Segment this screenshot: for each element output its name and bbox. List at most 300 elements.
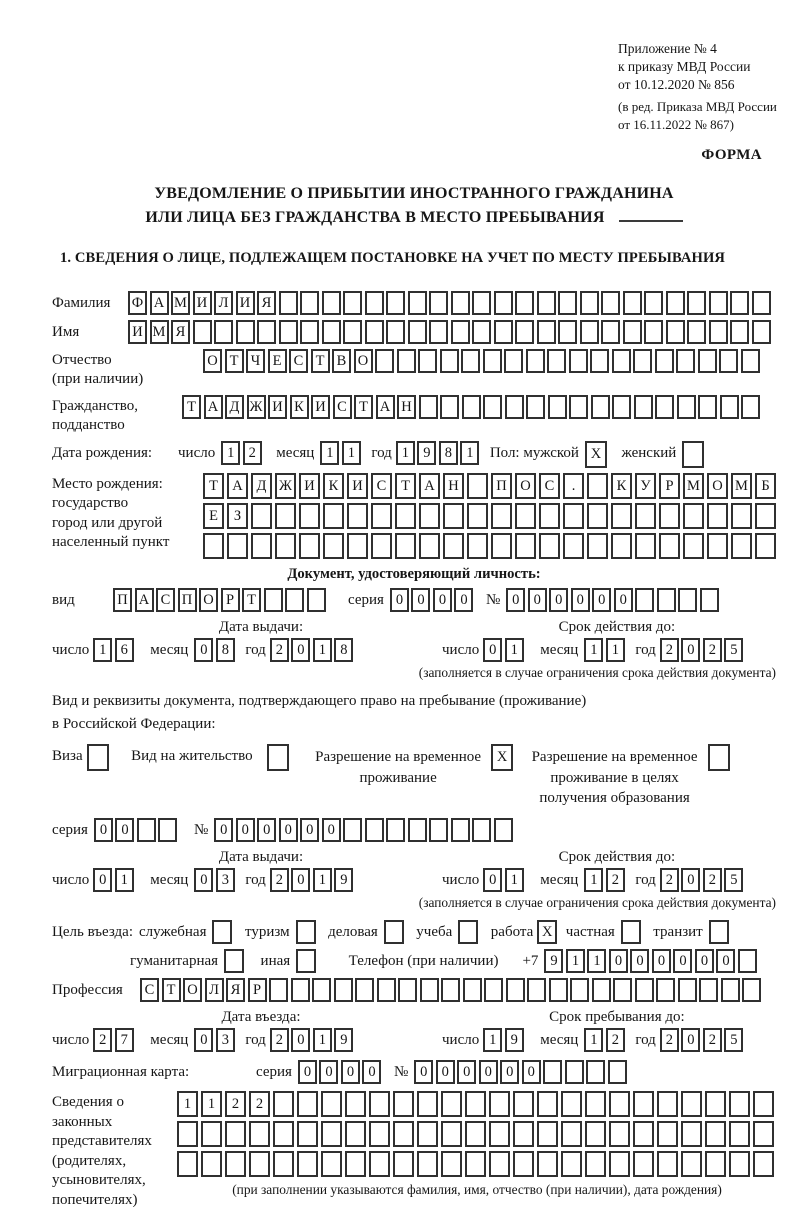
birthplace-char-box[interactable] xyxy=(227,533,248,559)
profession-char-box[interactable]: С xyxy=(140,978,159,1002)
birthplace-char-box[interactable] xyxy=(347,533,368,559)
name-char-box[interactable] xyxy=(322,320,341,344)
surname-char-box[interactable] xyxy=(343,291,362,315)
patronymic-char-box[interactable] xyxy=(504,349,523,373)
residence-expiry-month-box[interactable]: 1 xyxy=(584,868,603,892)
representatives-char-box[interactable] xyxy=(249,1151,270,1177)
profession-char-box[interactable] xyxy=(355,978,374,1002)
name-char-box[interactable] xyxy=(429,320,448,344)
stay-year-box[interactable]: 2 xyxy=(703,1028,722,1052)
female-checkbox[interactable] xyxy=(682,441,704,468)
representatives-char-box[interactable] xyxy=(201,1121,222,1147)
entry-year-box[interactable]: 1 xyxy=(313,1028,332,1052)
birthplace-char-box[interactable] xyxy=(419,533,440,559)
expiry-year-box[interactable]: 2 xyxy=(703,638,722,662)
birthplace-char-box[interactable] xyxy=(683,533,704,559)
migration-number-box[interactable] xyxy=(543,1060,562,1084)
name-char-box[interactable] xyxy=(752,320,771,344)
profession-char-box[interactable] xyxy=(506,978,525,1002)
stay-year-box[interactable]: 0 xyxy=(681,1028,700,1052)
surname-char-box[interactable] xyxy=(494,291,513,315)
profession-char-box[interactable] xyxy=(484,978,503,1002)
citizenship-char-box[interactable]: А xyxy=(204,395,223,419)
name-char-box[interactable] xyxy=(687,320,706,344)
entry-day-box[interactable]: 2 xyxy=(93,1028,112,1052)
birthplace-char-box[interactable]: С xyxy=(371,473,392,499)
birthplace-char-box[interactable] xyxy=(683,503,704,529)
profession-char-box[interactable] xyxy=(699,978,718,1002)
edu-permit-checkbox[interactable] xyxy=(708,744,730,771)
doc-series-box[interactable]: 0 xyxy=(433,588,452,612)
surname-char-box[interactable] xyxy=(365,291,384,315)
phone-digit-box[interactable]: 0 xyxy=(716,949,735,973)
name-char-box[interactable] xyxy=(386,320,405,344)
residence-number-box[interactable]: 0 xyxy=(279,818,298,842)
birthplace-char-box[interactable]: К xyxy=(611,473,632,499)
migration-series-box[interactable]: 0 xyxy=(319,1060,338,1084)
purpose-study-checkbox[interactable] xyxy=(458,920,478,944)
birthplace-char-box[interactable]: З xyxy=(227,503,248,529)
birthplace-char-box[interactable] xyxy=(419,503,440,529)
representatives-char-box[interactable] xyxy=(753,1121,774,1147)
birthplace-char-box[interactable] xyxy=(515,503,536,529)
citizenship-char-box[interactable] xyxy=(741,395,760,419)
representatives-char-box[interactable] xyxy=(633,1151,654,1177)
phone-digit-box[interactable]: 0 xyxy=(695,949,714,973)
patronymic-char-box[interactable] xyxy=(375,349,394,373)
birthplace-char-box[interactable]: П xyxy=(491,473,512,499)
doc-type-char-box[interactable]: П xyxy=(113,588,132,612)
birthplace-char-box[interactable] xyxy=(443,533,464,559)
citizenship-char-box[interactable] xyxy=(462,395,481,419)
birthplace-char-box[interactable] xyxy=(611,533,632,559)
migration-series-box[interactable]: 0 xyxy=(341,1060,360,1084)
residence-expiry-year-box[interactable]: 5 xyxy=(724,868,743,892)
doc-number-box[interactable] xyxy=(635,588,654,612)
migration-number-box[interactable]: 0 xyxy=(479,1060,498,1084)
migration-series-box[interactable]: 0 xyxy=(362,1060,381,1084)
citizenship-char-box[interactable] xyxy=(612,395,631,419)
doc-number-box[interactable]: 0 xyxy=(549,588,568,612)
birthplace-char-box[interactable]: О xyxy=(515,473,536,499)
birthplace-char-box[interactable]: . xyxy=(563,473,584,499)
representatives-char-box[interactable] xyxy=(297,1151,318,1177)
patronymic-char-box[interactable] xyxy=(461,349,480,373)
citizenship-char-box[interactable] xyxy=(591,395,610,419)
birthplace-char-box[interactable] xyxy=(659,503,680,529)
birthplace-char-box[interactable] xyxy=(539,533,560,559)
residence-number-box[interactable]: 0 xyxy=(214,818,233,842)
patronymic-char-box[interactable] xyxy=(483,349,502,373)
profession-char-box[interactable]: Я xyxy=(226,978,245,1002)
representatives-char-box[interactable] xyxy=(657,1121,678,1147)
migration-number-box[interactable]: 0 xyxy=(457,1060,476,1084)
residence-expiry-year-box[interactable]: 2 xyxy=(660,868,679,892)
birthplace-char-box[interactable] xyxy=(299,503,320,529)
representatives-char-box[interactable] xyxy=(441,1091,462,1117)
citizenship-char-box[interactable] xyxy=(526,395,545,419)
surname-char-box[interactable] xyxy=(644,291,663,315)
doc-number-box[interactable] xyxy=(678,588,697,612)
citizenship-char-box[interactable]: И xyxy=(311,395,330,419)
phone-digit-box[interactable]: 1 xyxy=(566,949,585,973)
birthplace-char-box[interactable] xyxy=(563,503,584,529)
representatives-char-box[interactable] xyxy=(465,1151,486,1177)
representatives-char-box[interactable] xyxy=(753,1151,774,1177)
profession-char-box[interactable] xyxy=(291,978,310,1002)
name-char-box[interactable] xyxy=(279,320,298,344)
profession-char-box[interactable] xyxy=(678,978,697,1002)
birthplace-char-box[interactable]: А xyxy=(419,473,440,499)
birth-year-box[interactable]: 1 xyxy=(396,441,415,465)
name-char-box[interactable] xyxy=(666,320,685,344)
profession-char-box[interactable] xyxy=(742,978,761,1002)
birthplace-char-box[interactable]: И xyxy=(299,473,320,499)
birthplace-char-box[interactable] xyxy=(323,533,344,559)
surname-char-box[interactable]: Л xyxy=(214,291,233,315)
entry-year-box[interactable]: 0 xyxy=(291,1028,310,1052)
entry-year-box[interactable]: 9 xyxy=(334,1028,353,1052)
representatives-char-box[interactable] xyxy=(537,1121,558,1147)
birthplace-char-box[interactable] xyxy=(323,503,344,529)
name-char-box[interactable] xyxy=(494,320,513,344)
representatives-char-box[interactable] xyxy=(465,1121,486,1147)
surname-char-box[interactable] xyxy=(472,291,491,315)
birthplace-char-box[interactable] xyxy=(395,533,416,559)
name-char-box[interactable]: И xyxy=(128,320,147,344)
citizenship-char-box[interactable]: Т xyxy=(182,395,201,419)
surname-char-box[interactable] xyxy=(429,291,448,315)
expiry-day-box[interactable]: 0 xyxy=(483,638,502,662)
surname-char-box[interactable] xyxy=(558,291,577,315)
residence-issue-year-box[interactable]: 0 xyxy=(291,868,310,892)
representatives-char-box[interactable] xyxy=(393,1151,414,1177)
citizenship-char-box[interactable] xyxy=(440,395,459,419)
birthplace-char-box[interactable]: А xyxy=(227,473,248,499)
name-char-box[interactable] xyxy=(193,320,212,344)
citizenship-char-box[interactable]: Н xyxy=(397,395,416,419)
name-char-box[interactable] xyxy=(558,320,577,344)
surname-char-box[interactable] xyxy=(386,291,405,315)
birthplace-char-box[interactable]: М xyxy=(731,473,752,499)
representatives-char-box[interactable] xyxy=(345,1121,366,1147)
birth-day-box[interactable]: 1 xyxy=(221,441,240,465)
stay-month-box[interactable]: 1 xyxy=(584,1028,603,1052)
expiry-month-box[interactable]: 1 xyxy=(606,638,625,662)
name-char-box[interactable] xyxy=(580,320,599,344)
patronymic-char-box[interactable]: С xyxy=(289,349,308,373)
birthplace-char-box[interactable] xyxy=(275,533,296,559)
stay-day-box[interactable]: 1 xyxy=(483,1028,502,1052)
patronymic-char-box[interactable] xyxy=(633,349,652,373)
phone-digit-box[interactable] xyxy=(738,949,757,973)
patronymic-char-box[interactable] xyxy=(698,349,717,373)
residence-expiry-year-box[interactable]: 2 xyxy=(703,868,722,892)
birthplace-char-box[interactable] xyxy=(731,533,752,559)
representatives-char-box[interactable] xyxy=(513,1151,534,1177)
migration-number-box[interactable]: 0 xyxy=(500,1060,519,1084)
citizenship-char-box[interactable]: И xyxy=(268,395,287,419)
profession-char-box[interactable] xyxy=(463,978,482,1002)
citizenship-char-box[interactable] xyxy=(483,395,502,419)
patronymic-char-box[interactable]: О xyxy=(354,349,373,373)
representatives-char-box[interactable] xyxy=(585,1121,606,1147)
citizenship-char-box[interactable]: К xyxy=(290,395,309,419)
birth-year-box[interactable]: 8 xyxy=(439,441,458,465)
residence-issue-year-box[interactable]: 9 xyxy=(334,868,353,892)
name-char-box[interactable] xyxy=(537,320,556,344)
doc-type-char-box[interactable]: О xyxy=(199,588,218,612)
representatives-char-box[interactable] xyxy=(321,1151,342,1177)
birthplace-char-box[interactable] xyxy=(587,533,608,559)
doc-type-char-box[interactable] xyxy=(264,588,283,612)
citizenship-char-box[interactable] xyxy=(655,395,674,419)
representatives-char-box[interactable] xyxy=(585,1091,606,1117)
surname-char-box[interactable] xyxy=(451,291,470,315)
representatives-char-box[interactable] xyxy=(393,1091,414,1117)
profession-char-box[interactable] xyxy=(312,978,331,1002)
residence-series-box[interactable] xyxy=(158,818,177,842)
stay-year-box[interactable]: 2 xyxy=(660,1028,679,1052)
birthplace-char-box[interactable]: О xyxy=(707,473,728,499)
profession-char-box[interactable] xyxy=(613,978,632,1002)
representatives-char-box[interactable] xyxy=(441,1121,462,1147)
temp-permit-checkbox[interactable]: X xyxy=(491,744,513,771)
doc-series-box[interactable]: 0 xyxy=(390,588,409,612)
surname-char-box[interactable] xyxy=(601,291,620,315)
visa-checkbox[interactable] xyxy=(87,744,109,771)
birthplace-char-box[interactable] xyxy=(731,503,752,529)
birthplace-char-box[interactable] xyxy=(539,503,560,529)
birthplace-char-box[interactable] xyxy=(587,473,608,499)
birthplace-char-box[interactable] xyxy=(635,503,656,529)
profession-char-box[interactable] xyxy=(398,978,417,1002)
purpose-humanitarian-checkbox[interactable] xyxy=(224,949,244,973)
phone-digit-box[interactable]: 0 xyxy=(609,949,628,973)
representatives-char-box[interactable] xyxy=(561,1121,582,1147)
representatives-char-box[interactable] xyxy=(369,1091,390,1117)
representatives-char-box[interactable] xyxy=(705,1091,726,1117)
residence-number-box[interactable] xyxy=(343,818,362,842)
birthplace-char-box[interactable] xyxy=(467,503,488,529)
citizenship-char-box[interactable] xyxy=(548,395,567,419)
residence-number-box[interactable] xyxy=(365,818,384,842)
representatives-char-box[interactable] xyxy=(417,1091,438,1117)
profession-char-box[interactable] xyxy=(656,978,675,1002)
doc-number-box[interactable]: 0 xyxy=(592,588,611,612)
residence-expiry-year-box[interactable]: 0 xyxy=(681,868,700,892)
birthplace-char-box[interactable]: Ж xyxy=(275,473,296,499)
doc-series-box[interactable]: 0 xyxy=(454,588,473,612)
residence-series-box[interactable]: 0 xyxy=(94,818,113,842)
representatives-char-box[interactable] xyxy=(729,1091,750,1117)
birthplace-char-box[interactable]: Д xyxy=(251,473,272,499)
representatives-char-box[interactable] xyxy=(537,1151,558,1177)
residence-number-box[interactable] xyxy=(472,818,491,842)
residence-permit-checkbox[interactable] xyxy=(267,744,289,771)
migration-number-box[interactable]: 0 xyxy=(414,1060,433,1084)
residence-issue-year-box[interactable]: 2 xyxy=(270,868,289,892)
doc-number-box[interactable] xyxy=(657,588,676,612)
patronymic-char-box[interactable] xyxy=(418,349,437,373)
patronymic-char-box[interactable] xyxy=(440,349,459,373)
purpose-other-checkbox[interactable] xyxy=(296,949,316,973)
doc-number-box[interactable]: 0 xyxy=(506,588,525,612)
expiry-year-box[interactable]: 0 xyxy=(681,638,700,662)
surname-char-box[interactable] xyxy=(300,291,319,315)
representatives-char-box[interactable] xyxy=(633,1091,654,1117)
patronymic-char-box[interactable]: Т xyxy=(311,349,330,373)
representatives-char-box[interactable] xyxy=(633,1121,654,1147)
birthplace-char-box[interactable] xyxy=(755,533,776,559)
doc-type-char-box[interactable] xyxy=(307,588,326,612)
birthplace-char-box[interactable] xyxy=(467,473,488,499)
patronymic-char-box[interactable] xyxy=(741,349,760,373)
patronymic-char-box[interactable]: Е xyxy=(268,349,287,373)
birthplace-char-box[interactable] xyxy=(707,503,728,529)
birthplace-char-box[interactable]: У xyxy=(635,473,656,499)
name-char-box[interactable] xyxy=(472,320,491,344)
profession-char-box[interactable] xyxy=(570,978,589,1002)
residence-issue-year-box[interactable]: 1 xyxy=(313,868,332,892)
birthplace-char-box[interactable] xyxy=(611,503,632,529)
representatives-char-box[interactable] xyxy=(273,1121,294,1147)
representatives-char-box[interactable] xyxy=(657,1151,678,1177)
birthplace-char-box[interactable] xyxy=(371,503,392,529)
citizenship-char-box[interactable] xyxy=(419,395,438,419)
doc-number-box[interactable] xyxy=(700,588,719,612)
name-char-box[interactable] xyxy=(730,320,749,344)
name-char-box[interactable]: М xyxy=(150,320,169,344)
birthplace-char-box[interactable]: К xyxy=(323,473,344,499)
entry-month-box[interactable]: 3 xyxy=(216,1028,235,1052)
birthplace-char-box[interactable]: Н xyxy=(443,473,464,499)
residence-issue-day-box[interactable]: 1 xyxy=(115,868,134,892)
phone-digit-box[interactable]: 0 xyxy=(652,949,671,973)
profession-char-box[interactable] xyxy=(441,978,460,1002)
expiry-year-box[interactable]: 5 xyxy=(724,638,743,662)
issue-year-box[interactable]: 8 xyxy=(334,638,353,662)
entry-day-box[interactable]: 7 xyxy=(115,1028,134,1052)
residence-number-box[interactable] xyxy=(408,818,427,842)
profession-char-box[interactable] xyxy=(334,978,353,1002)
profession-char-box[interactable] xyxy=(635,978,654,1002)
profession-char-box[interactable]: О xyxy=(183,978,202,1002)
citizenship-char-box[interactable] xyxy=(720,395,739,419)
birthplace-char-box[interactable] xyxy=(275,503,296,529)
profession-char-box[interactable]: Л xyxy=(205,978,224,1002)
birth-day-box[interactable]: 2 xyxy=(243,441,262,465)
representatives-char-box[interactable] xyxy=(729,1121,750,1147)
representatives-char-box[interactable] xyxy=(465,1091,486,1117)
representatives-char-box[interactable] xyxy=(561,1151,582,1177)
representatives-char-box[interactable] xyxy=(177,1151,198,1177)
citizenship-char-box[interactable] xyxy=(634,395,653,419)
birthplace-char-box[interactable]: С xyxy=(539,473,560,499)
stay-day-box[interactable]: 9 xyxy=(505,1028,524,1052)
name-char-box[interactable] xyxy=(601,320,620,344)
birth-month-box[interactable]: 1 xyxy=(320,441,339,465)
representatives-char-box[interactable] xyxy=(345,1151,366,1177)
citizenship-char-box[interactable] xyxy=(569,395,588,419)
representatives-char-box[interactable] xyxy=(273,1091,294,1117)
doc-type-char-box[interactable] xyxy=(285,588,304,612)
representatives-char-box[interactable] xyxy=(297,1091,318,1117)
migration-number-box[interactable]: 0 xyxy=(522,1060,541,1084)
profession-char-box[interactable]: Т xyxy=(162,978,181,1002)
representatives-char-box[interactable] xyxy=(753,1091,774,1117)
phone-digit-box[interactable]: 9 xyxy=(544,949,563,973)
patronymic-char-box[interactable] xyxy=(676,349,695,373)
patronymic-char-box[interactable] xyxy=(590,349,609,373)
surname-char-box[interactable] xyxy=(687,291,706,315)
birthplace-char-box[interactable] xyxy=(443,503,464,529)
representatives-char-box[interactable] xyxy=(321,1091,342,1117)
representatives-char-box[interactable] xyxy=(705,1121,726,1147)
surname-char-box[interactable] xyxy=(322,291,341,315)
birthplace-char-box[interactable] xyxy=(635,533,656,559)
representatives-char-box[interactable] xyxy=(225,1151,246,1177)
birthplace-char-box[interactable] xyxy=(707,533,728,559)
citizenship-char-box[interactable]: С xyxy=(333,395,352,419)
name-char-box[interactable] xyxy=(451,320,470,344)
representatives-char-box[interactable] xyxy=(273,1151,294,1177)
representatives-char-box[interactable]: 2 xyxy=(225,1091,246,1117)
profession-char-box[interactable] xyxy=(377,978,396,1002)
citizenship-char-box[interactable]: А xyxy=(376,395,395,419)
name-char-box[interactable] xyxy=(365,320,384,344)
representatives-char-box[interactable] xyxy=(681,1121,702,1147)
residence-number-box[interactable] xyxy=(386,818,405,842)
issue-year-box[interactable]: 2 xyxy=(270,638,289,662)
birthplace-char-box[interactable] xyxy=(491,533,512,559)
residence-issue-month-box[interactable]: 0 xyxy=(194,868,213,892)
birthplace-char-box[interactable]: Т xyxy=(203,473,224,499)
name-char-box[interactable]: Я xyxy=(171,320,190,344)
patronymic-char-box[interactable] xyxy=(569,349,588,373)
citizenship-char-box[interactable]: Ж xyxy=(247,395,266,419)
representatives-char-box[interactable] xyxy=(489,1151,510,1177)
representatives-char-box[interactable] xyxy=(585,1151,606,1177)
doc-series-box[interactable]: 0 xyxy=(411,588,430,612)
representatives-char-box[interactable] xyxy=(561,1091,582,1117)
representatives-char-box[interactable] xyxy=(681,1091,702,1117)
residence-expiry-month-box[interactable]: 2 xyxy=(606,868,625,892)
profession-char-box[interactable] xyxy=(420,978,439,1002)
patronymic-char-box[interactable] xyxy=(655,349,674,373)
citizenship-char-box[interactable]: Д xyxy=(225,395,244,419)
name-char-box[interactable] xyxy=(343,320,362,344)
patronymic-char-box[interactable] xyxy=(526,349,545,373)
representatives-char-box[interactable] xyxy=(489,1091,510,1117)
patronymic-char-box[interactable] xyxy=(547,349,566,373)
residence-number-box[interactable]: 0 xyxy=(236,818,255,842)
representatives-char-box[interactable] xyxy=(225,1121,246,1147)
patronymic-char-box[interactable] xyxy=(719,349,738,373)
representatives-char-box[interactable] xyxy=(441,1151,462,1177)
purpose-private-checkbox[interactable] xyxy=(621,920,641,944)
residence-series-box[interactable]: 0 xyxy=(115,818,134,842)
representatives-char-box[interactable] xyxy=(489,1121,510,1147)
birthplace-char-box[interactable] xyxy=(251,503,272,529)
name-char-box[interactable] xyxy=(644,320,663,344)
representatives-char-box[interactable] xyxy=(321,1121,342,1147)
issue-day-box[interactable]: 1 xyxy=(93,638,112,662)
entry-year-box[interactable]: 2 xyxy=(270,1028,289,1052)
surname-char-box[interactable]: И xyxy=(236,291,255,315)
migration-series-box[interactable]: 0 xyxy=(298,1060,317,1084)
representatives-char-box[interactable] xyxy=(393,1121,414,1147)
